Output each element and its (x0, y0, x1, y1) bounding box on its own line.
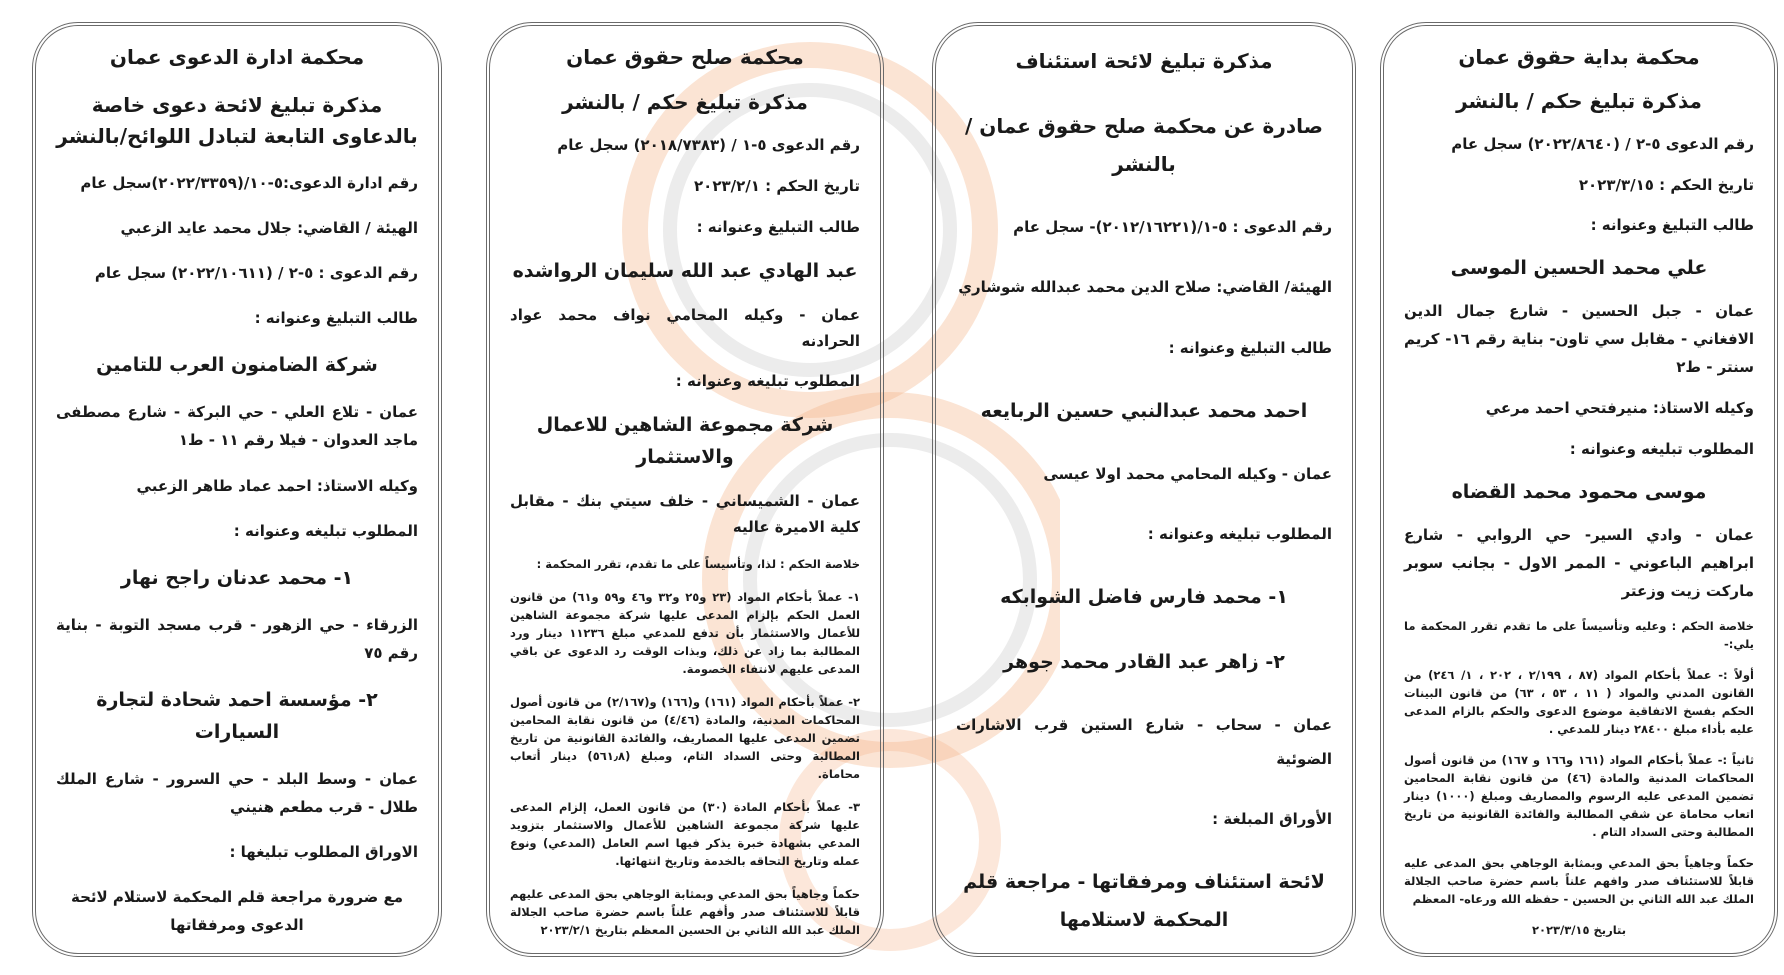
notice-line: تاريخ الحكم : ٢٠٢٣/٣/١٥ (1578, 175, 1754, 194)
party-name: شركة مجموعة الشاهين للاعمال والاستثمار (536, 414, 834, 469)
notice-line: المطلوب تبليغه وعنوانه : (1147, 525, 1332, 544)
notice-line: عمان - الشميساني - خلف سيتي بنك - مقابل كلية الاميرة عاليه (510, 492, 860, 537)
notice-line: رقم ادارة الدعوى:٥-١٠/(٢٠٢٢/٣٣٥٩)سجل عام (80, 174, 418, 193)
notice-line: رقم الدعوى : ٥-١/(٢٠١٢/١٦٢٢١)- سجل عام (1013, 217, 1332, 236)
party-name: لائحة استئناف ومرفقاتها - مراجعة قلم المحكمة لاستلامها (963, 871, 1325, 931)
notice-title: مذكرة تبليغ حكم / بالنشر (1456, 88, 1702, 113)
notice-line: طالب التبليغ وعنوانه : (254, 309, 418, 328)
ruling-text: بتاريخ ٢٠٢٣/٣/١٥ (1531, 922, 1627, 937)
notice-line: الأوراق المبلغة : (1212, 810, 1332, 829)
notice-line: طالب التبليغ وعنوانه : (1590, 216, 1754, 235)
party-name: ١- محمد عدنان راجح نهار (120, 566, 354, 589)
ruling-text: ١- عملاً بأحكام المواد (٢٣ و٢٥ و٣٢ و٤٦ و٥٩ و٦١) من قانون العمل الحكم بإلزام المدعى عليها شركة مجموعة الشاهين للأعمال والاستثمار بأن تدفع للمدعي مبلغ ١١٢٣٦ دينار ورد المطالبة بما زاد عن ذلك، وبذات الوقت رد الدعوى عن باقي المدعى عليهم لانتفاء الخصومة. (510, 590, 861, 677)
party-name: ٢- مؤسسة احمد شحادة لتجارة السيارات (96, 688, 378, 743)
notice-line: عمان - وكيله المحامي نواف محمد عواد الحرادنه (510, 305, 860, 350)
ruling-text: خلاصة الحكم : وعليه وتأسيساً على ما تقدم تقرر المحكمة ما يلي:- (1404, 619, 1754, 652)
party-name: عبد الهادي عبد الله سليمان الرواشده (512, 259, 858, 282)
party-name: علي محمد الحسين الموسى (1450, 257, 1708, 280)
notice-line: تاريخ الحكم : ٢٠٢٣/٢/١ (694, 176, 860, 195)
notice-line: وكيله الاستاذ: منيرفتحي احمد مرعي (1485, 399, 1754, 418)
notice-line: الاوراق المطلوب تبليغها : (229, 842, 418, 861)
notice-title: صادرة عن محكمة صلح حقوق عمان / بالنشر (965, 113, 1323, 176)
notice-line: طالب التبليغ وعنوانه : (696, 217, 860, 236)
notice-magistrate-court-judgment (486, 22, 884, 957)
notice-line: عمان - تلاع العلي - حي البركة - شارع مصطفى ماجد العدوان - فيلا رقم ١١ - ط١ (56, 403, 418, 450)
notice-title: محكمة صلح حقوق عمان (566, 45, 804, 69)
notice-line: الهيئة/ القاضي: صلاح الدين محمد عبدالله شوشاري (958, 278, 1332, 297)
notice-title: مذكرة تبليغ حكم / بالنشر (562, 89, 808, 114)
notice-line: مع ضرورة مراجعة قلم المحكمة لاستلام لائحة الدعوى ومرفقاتها (71, 887, 403, 934)
notice-title: مذكرة تبليغ لائحة دعوى خاصة بالدعاوى التابعة لتبادل اللوائح/بالنشر (56, 93, 418, 149)
notice-appeal-statement (932, 22, 1356, 957)
notice-title: محكمة بداية حقوق عمان (1458, 45, 1700, 69)
notice-line: عمان - وادي السير- حي الروابي - شارع ابراهيم الباعوني - الممر الاول - بجانب سوبر ماركت زيت وزعتر (1404, 525, 1754, 600)
ruling-text: ٢- عملاً بأحكام المواد (١٦١) و(١٦٦) و(٢/١٦٧) من قانون أصول المحاكمات المدنية، والمادة (٤/٤٦) من قانون نقابة المحامين تضمين المدعى عليها المصاريف، والفائدة القانونية من تاريخ المطالبة وحتى السداد التام، ومبلغ (٥٦١٫٨) دينار أتعاب محاماة. (510, 695, 861, 782)
party-name: ١- محمد فارس فاضل الشوابكه (1000, 586, 1288, 608)
notice-line: رقم الدعوى ٥-١ / (٢٠١٨/٧٣٨٣) سجل عام (557, 135, 860, 154)
notice-line: الزرقاء - حي الزهور - قرب مسجد التوبة - بناية رقم ٧٥ (56, 615, 418, 662)
notice-line: عمان - جبل الحسين - شارع جمال الدين الافغاني - مقابل سي تاون- بناية رقم ١٦- كريم سنتر - ط٢ (1404, 302, 1755, 377)
ruling-text: خلاصة الحكم : لذا، وتأسيساً على ما تقدم، تقرر المحكمة : (536, 557, 860, 572)
notice-first-instance-court-judgment (1380, 22, 1778, 957)
ruling-text: حكماً وجاهياً بحق المدعي وبمثابة الوجاهي بحق المدعى عليهم قابلاً للاستئناف صدر وأفهم علناً باسم حضرة صاحب الجلالة الملك عبد الله الثاني بن الحسين المعظم بتاريخ ٢٠٢٣/٢/١ (510, 886, 860, 937)
notice-title: محكمة ادارة الدعوى عمان (109, 45, 365, 69)
notice-line: المطلوب تبليغه وعنوانه : (675, 372, 860, 391)
party-name: شركة الضامنون العرب للتامين (96, 354, 378, 377)
notice-case-management-court (32, 22, 442, 957)
ruling-text: حكماً وجاهياً بحق المدعي وبمثابة الوجاهي بحق المدعى عليه قابلاً للاستئناف صدر وافهم علناً باسم حضرة صاحب الجلالة الملك عبد الله الثاني بن الحسين - حفظه الله ورعاه- المعظم (1404, 856, 1754, 907)
notice-line: عمان - وكيله المحامي محمد اولا عيسى (1043, 464, 1332, 483)
notice-line: عمان - سحاب - شارع الستين قرب الاشارات الضوئية (956, 715, 1332, 768)
party-name: موسى محمود محمد القضاه (1451, 480, 1707, 503)
ruling-text: ثانياً :- عملاً بأحكام المواد (١٦١ و١٦٦ و ١٦٧) من قانون أصول المحاكمات المدنية والمادة (٤٦) من قانون نقابة المحامين تضمين المدعى عليه الرسوم والمصاريف ومبلغ (١٠٠٠) دينار اتعاب محاماة عن شقي المطالبة والفائدة القانونية من تاريخ المطالبة وحتى السداد التام . (1404, 753, 1755, 840)
notice-title: مذكرة تبليغ لائحة استئناف (1015, 49, 1273, 73)
ruling-text: ٣- عملاً بأحكام المادة (٣٠) من قانون العمل، إلزام المدعى عليها شركة مجموعة الشاهين للأعمال والاستثمار بتزويد المدعي بشهادة خبرة يذكر فيها اسم العامل (المدعي) ونوع عمله وتاريخ التحاقه بالخدمة وتاريخ انتهائها. (510, 799, 860, 868)
notice-line: المطلوب تبليغه وعنوانه : (233, 521, 418, 540)
notice-line: رقم الدعوى ٥-٢ / (٢٠٢٢/٨٦٤٠) سجل عام (1451, 134, 1754, 153)
party-name: ٢- زاهر عبد القادر محمد جوهر (1003, 650, 1285, 673)
notice-line: الهيئة / القاضي: جلال محمد عايد الزعبي (120, 219, 418, 238)
notice-line: رقم الدعوى : ٥-٢ / (٢٠٢٢/١٠٦١١) سجل عام (94, 264, 418, 283)
notice-line: عمان - وسط البلد - حي السرور - شارع الملك طلال - قرب مطعم هنيني (56, 769, 418, 816)
ruling-text: أولاً :- عملاً بأحكام المواد (٨٧ ، ٢/١٩٩ ، ٢٠٢ ، ١/ ٢٤٦) من القانون المدني والمواد ( ١١ ، ٥٣ ، ٦٣) من قانون البينات الحكم بفسخ الاتفاقية موضوع الدعوى والحكم بالزام المدعى عليه بأداء مبلغ ٢٨٤٠٠ دينار للمدعي . (1404, 668, 1754, 737)
notice-line: وكيله الاستاذ: احمد عماد طاهر الزعبي (136, 476, 418, 495)
party-name: احمد محمد عبدالنبي حسين الربايعه (980, 399, 1308, 422)
notice-line: طالب التبليغ وعنوانه : (1168, 339, 1332, 357)
notice-line: المطلوب تبليغه وعنوانه : (1569, 439, 1754, 458)
